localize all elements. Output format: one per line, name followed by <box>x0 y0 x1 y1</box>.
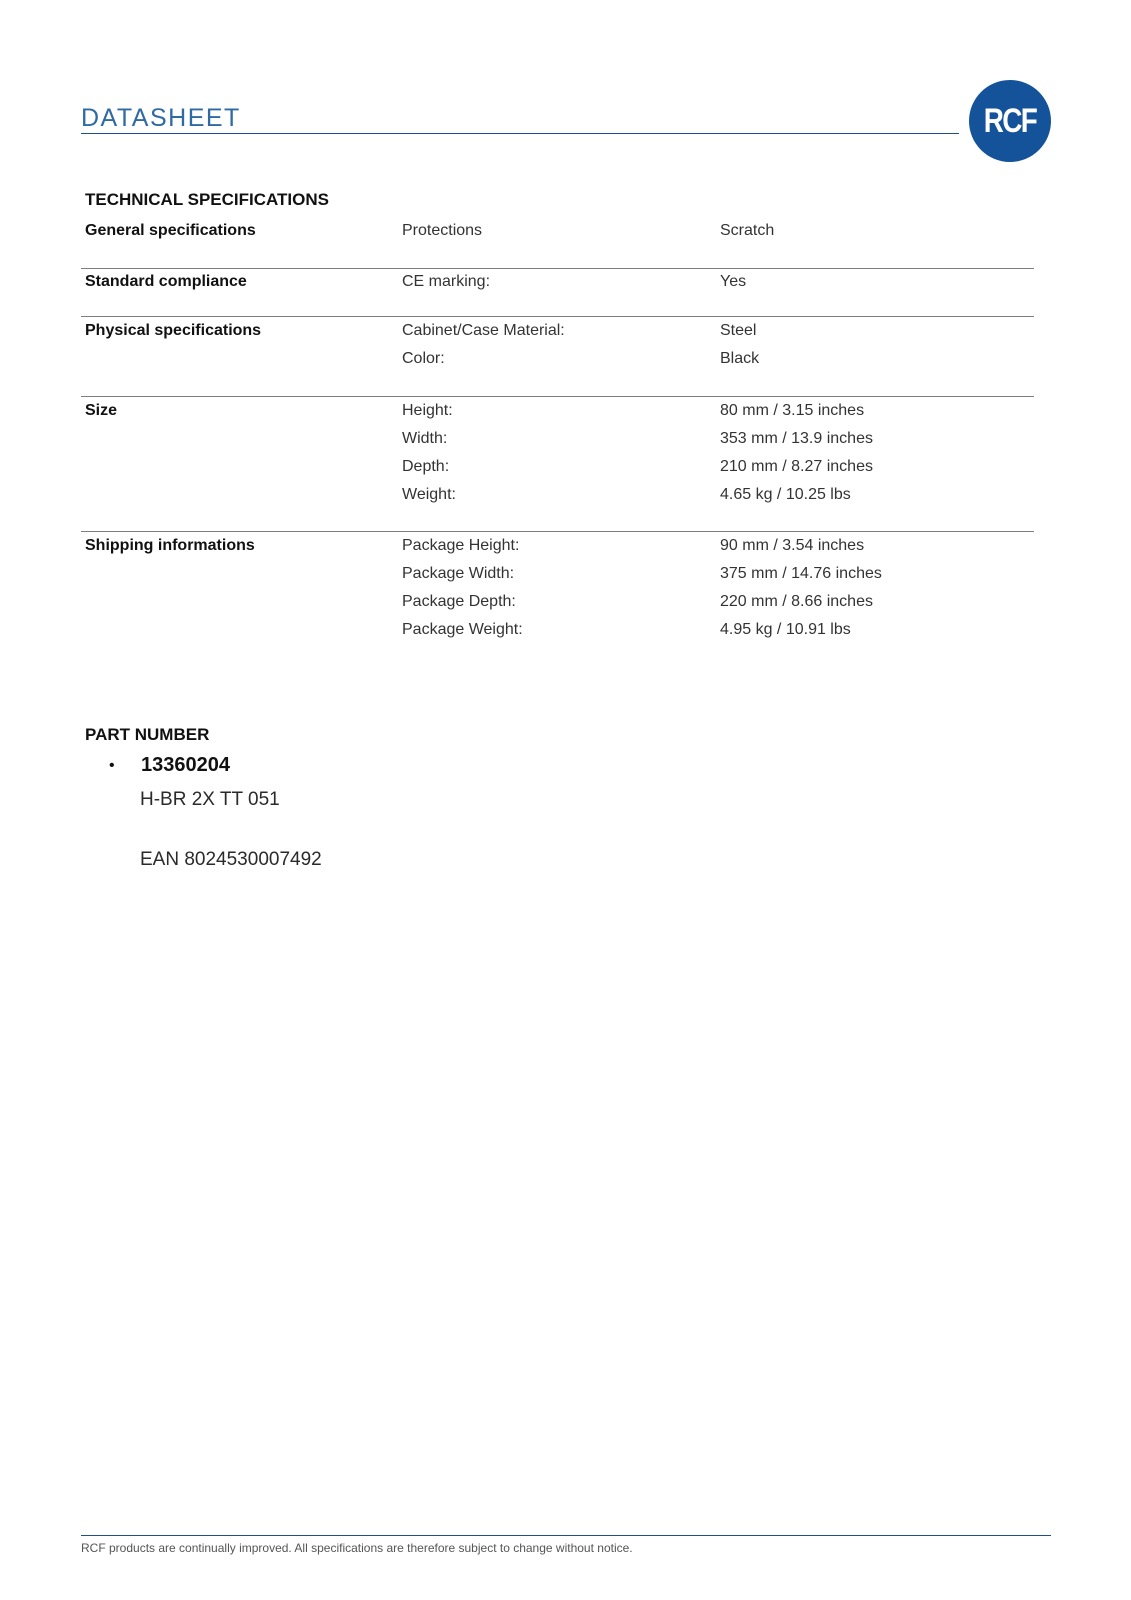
spec-value: Steel <box>720 322 757 339</box>
spec-label: Package Weight: <box>402 621 523 638</box>
spec-label: Weight: <box>402 486 456 503</box>
spec-row <box>81 222 1034 250</box>
spec-value: 4.95 kg / 10.91 lbs <box>720 621 851 638</box>
footer-divider <box>81 1535 1051 1536</box>
spec-category: General specifications <box>85 222 256 239</box>
spec-row <box>81 350 1034 378</box>
spec-value: 210 mm / 8.27 inches <box>720 458 873 475</box>
spec-label: Depth: <box>402 458 450 475</box>
spec-label: Cabinet/Case Material: <box>402 322 565 339</box>
spec-category: Size <box>85 402 118 419</box>
spec-group-size <box>81 396 1034 531</box>
spec-table <box>81 222 1034 661</box>
spec-row <box>81 593 1034 621</box>
spec-group-physical <box>81 316 1034 396</box>
spec-row <box>81 402 1034 430</box>
spec-value: Yes <box>720 273 747 290</box>
part-number-value: 13360204 <box>141 754 230 776</box>
spec-row <box>81 322 1034 350</box>
page-title: DATASHEET <box>81 104 241 132</box>
logo-text: RCF <box>983 101 1037 140</box>
spec-row <box>81 537 1034 565</box>
spec-category: Shipping informations <box>85 537 255 554</box>
spec-label: Height: <box>402 402 453 419</box>
spec-row <box>81 565 1034 593</box>
spec-value: 90 mm / 3.54 inches <box>720 537 865 554</box>
spec-value: 353 mm / 13.9 inches <box>720 430 873 447</box>
spec-category: Physical specifications <box>85 322 262 339</box>
rcf-logo <box>969 80 1051 162</box>
spec-value: 375 mm / 14.76 inches <box>720 565 882 582</box>
part-ean-code: EAN 8024530007492 <box>140 849 322 870</box>
spec-group-general <box>81 222 1034 268</box>
spec-value: Black <box>720 350 760 367</box>
header-divider <box>81 133 959 134</box>
spec-label: Package Width: <box>402 565 515 582</box>
technical-specifications-heading: TECHNICAL SPECIFICATIONS <box>85 190 329 209</box>
spec-row <box>81 621 1034 649</box>
part-model-name: H-BR 2X TT 051 <box>140 789 280 810</box>
spec-row <box>81 273 1034 301</box>
spec-label: Width: <box>402 430 448 447</box>
spec-value: Scratch <box>720 222 775 239</box>
spec-row <box>81 486 1034 514</box>
bullet-marker: • <box>109 757 115 774</box>
spec-group-standard-compliance <box>81 268 1034 316</box>
spec-category: Standard compliance <box>85 273 247 290</box>
footer-disclaimer: RCF products are continually improved. All specifications are therefore subject to change without notice. <box>81 1541 633 1555</box>
spec-label: Package Depth: <box>402 593 516 610</box>
spec-label: Package Height: <box>402 537 520 554</box>
spec-group-shipping <box>81 531 1034 661</box>
spec-value: 80 mm / 3.15 inches <box>720 402 865 419</box>
spec-label: Protections <box>402 222 483 239</box>
spec-row <box>81 458 1034 486</box>
spec-label: Color: <box>402 350 445 367</box>
spec-label: CE marking: <box>402 273 491 290</box>
spec-value: 4.65 kg / 10.25 lbs <box>720 486 851 503</box>
spec-value: 220 mm / 8.66 inches <box>720 593 873 610</box>
spec-row <box>81 430 1034 458</box>
part-number-heading: PART NUMBER <box>85 725 210 744</box>
